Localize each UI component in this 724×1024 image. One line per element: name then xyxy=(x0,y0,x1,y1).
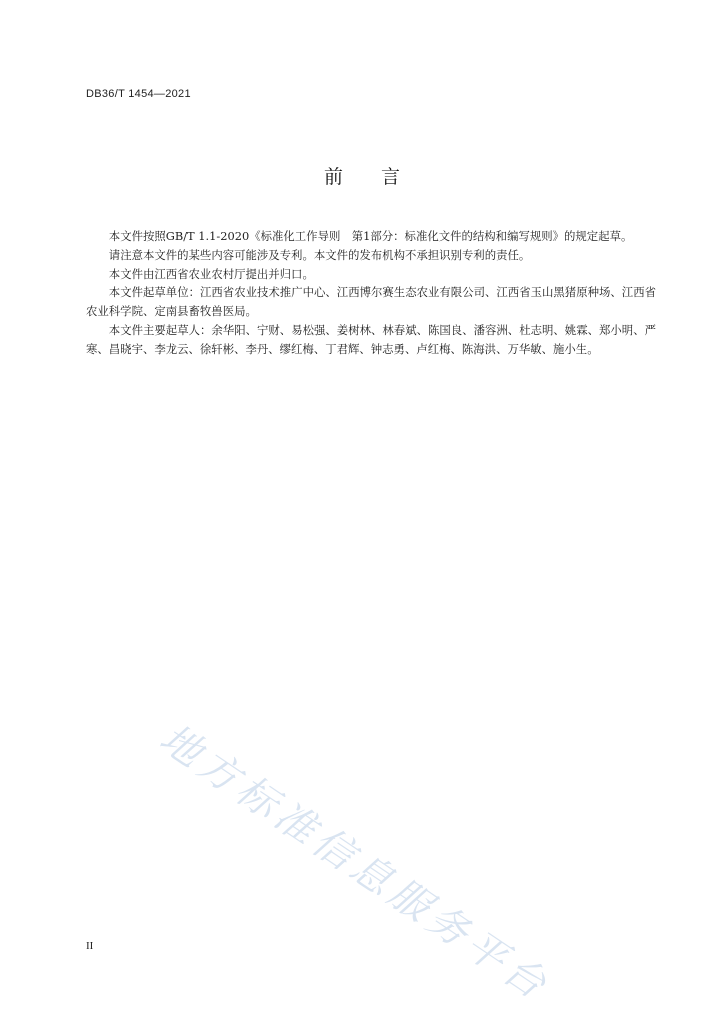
standard-code: DB36/T 1454—2021 xyxy=(86,88,191,100)
paragraph-proposer: 本文件由江西省农业农村厅提出并归口。 xyxy=(108,266,314,281)
title-char-right: 言 xyxy=(381,166,401,188)
title-char-left: 前 xyxy=(323,166,343,188)
paragraph-drafting-rules: 本文件按照GB/T 1.1-2020《标准化工作导则 第1部分：标准化文件的结构和编写规则》的规定起草。 xyxy=(108,229,633,243)
paragraph-drafters: 本文件主要起草人：余华阳、宁财、易松强、姜树林、林春斌、陈国良、潘容洲、杜志明、姚霖、郑小明、严寒、昌晓宇、李龙云、徐轩彬、李丹、缪红梅、丁君辉、钟志勇、卢红梅、陈海洪、万华敏、施小生。 xyxy=(86,322,656,356)
paragraph-patent-notice: 请注意本文件的某些内容可能涉及专利。本文件的发布机构不承担识别专利的责任。 xyxy=(108,247,531,262)
watermark: 地方标准信息服务平台 xyxy=(151,715,559,1011)
page-number: II xyxy=(86,940,94,952)
page-title xyxy=(0,162,724,189)
foreword-body xyxy=(86,227,656,359)
paragraph-drafting-units: 本文件起草单位：江西省农业技术推广中心、江西博尔赛生态农业有限公司、江西省玉山黑猪原种场、江西省农业科学院、定南县畜牧兽医局。 xyxy=(86,285,656,319)
